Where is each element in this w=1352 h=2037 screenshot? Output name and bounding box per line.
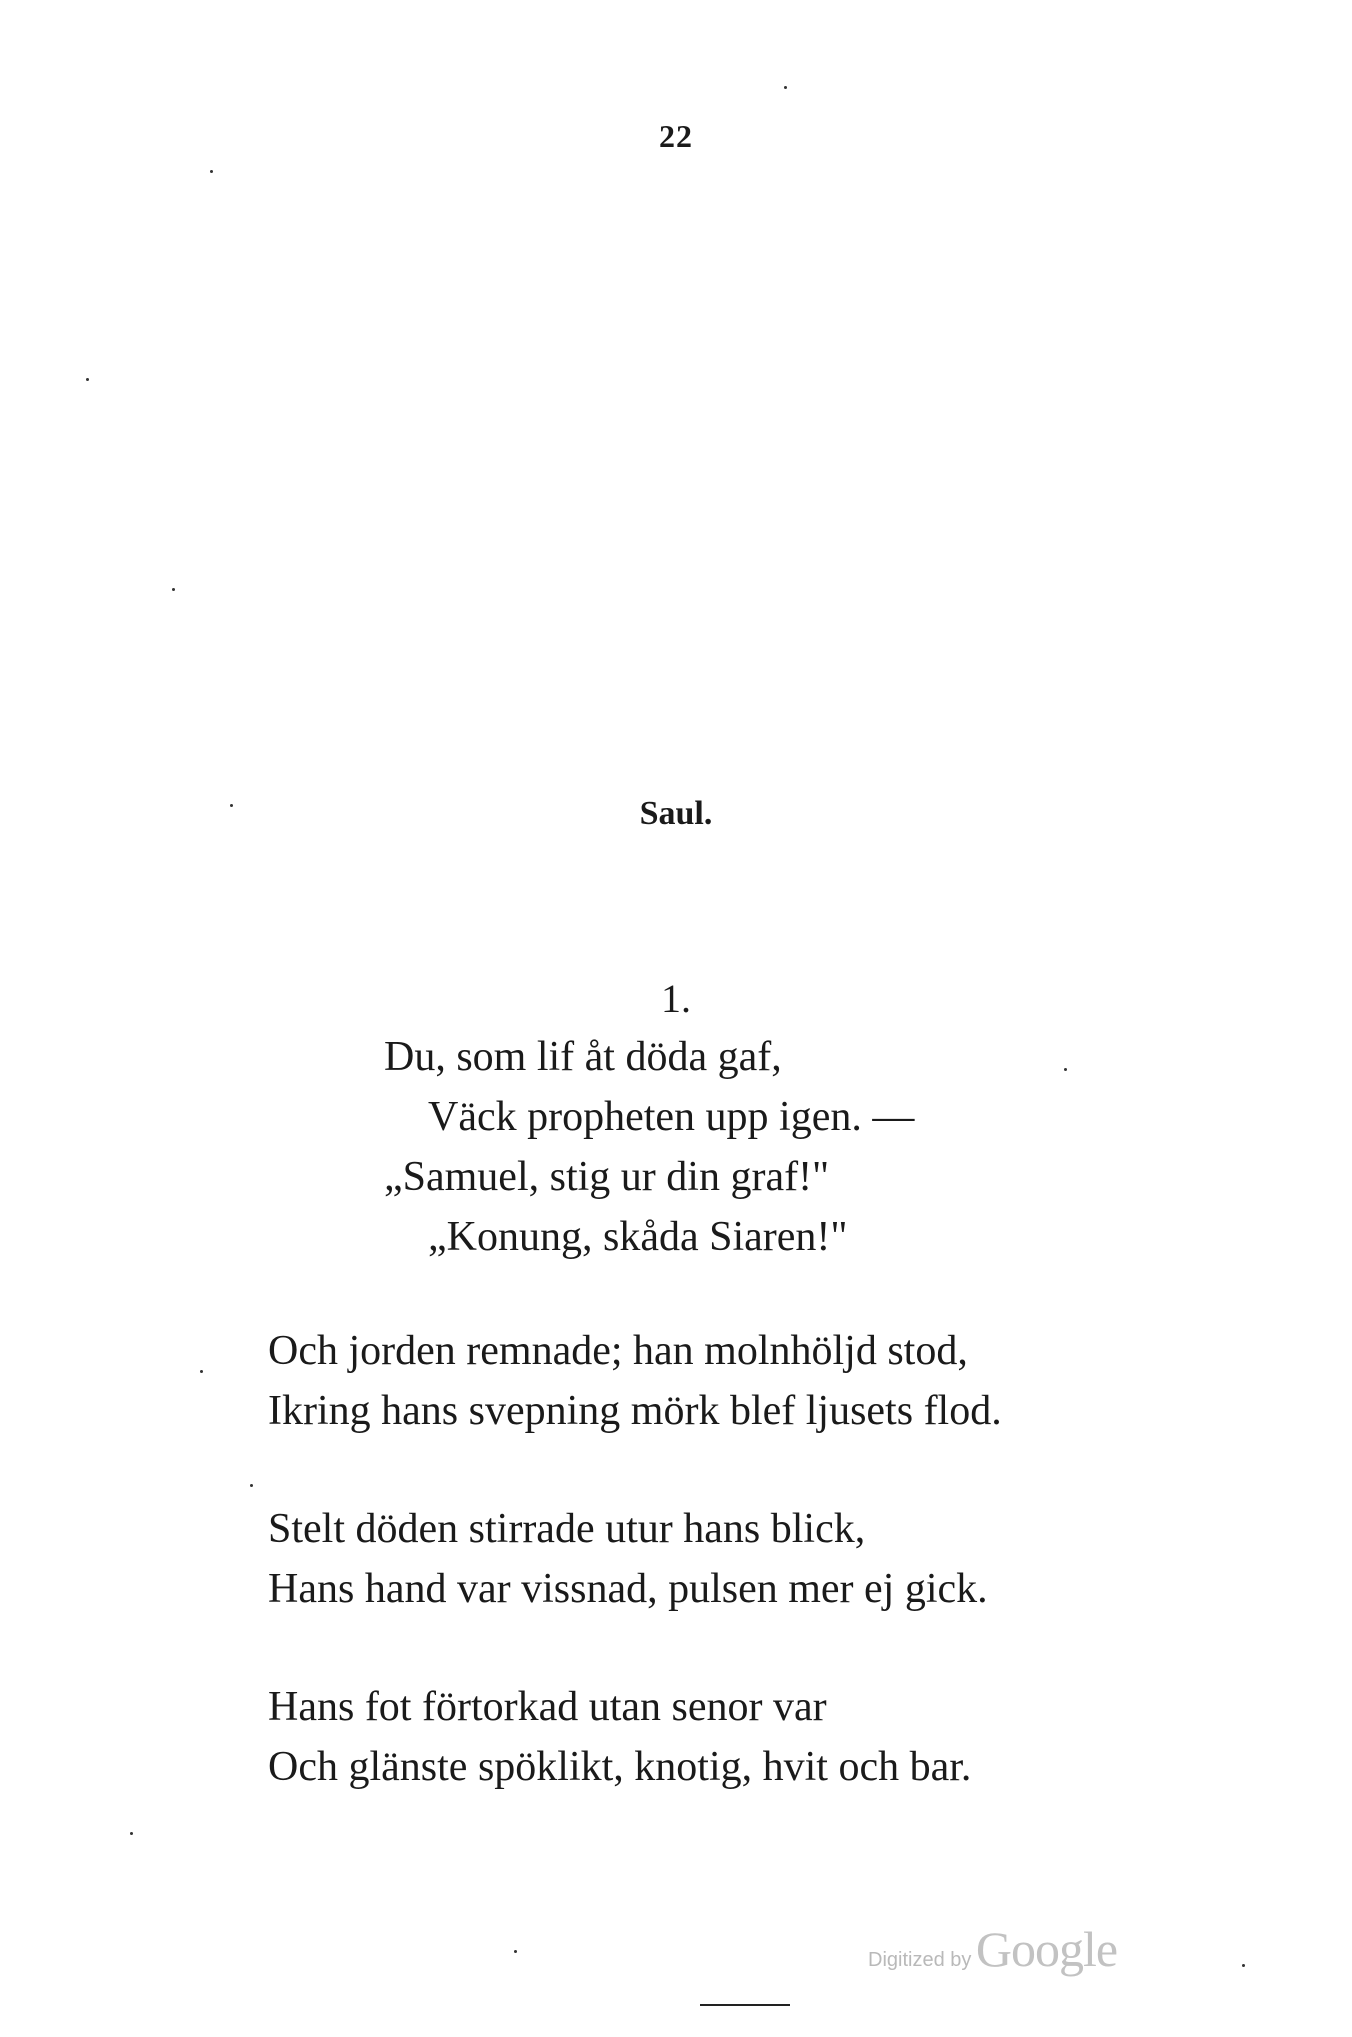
- poem-line: Stelt döden stirrade utur hans blick,: [268, 1506, 866, 1552]
- section-number: 1.: [661, 976, 691, 1021]
- scan-speck: [230, 804, 233, 807]
- digitized-by-watermark: [868, 1920, 1117, 1978]
- poem-line: Och jorden remnade; han molnhöljd stod,: [268, 1328, 968, 1374]
- poem-line: Du, som lif åt döda gaf,: [384, 1034, 782, 1080]
- poem-line: Hans fot förtorkad utan senor var: [268, 1684, 827, 1730]
- scan-speck: [200, 1370, 203, 1373]
- page-number: 22: [659, 118, 693, 154]
- poem-title: Saul.: [639, 795, 713, 832]
- poem-line: „Konung, skåda Siaren!": [428, 1214, 848, 1260]
- scan-speck: [784, 86, 787, 89]
- google-logo: Google: [975, 1921, 1118, 1977]
- poem-line: Ikring hans svepning mörk blef ljusets flod.: [268, 1388, 1002, 1434]
- scan-speck: [1064, 1068, 1067, 1071]
- scan-speck: [86, 378, 89, 381]
- scan-speck: [514, 1950, 517, 1953]
- watermark-prefix: Digitized by: [868, 1949, 972, 1971]
- poem-line: Hans hand var vissnad, pulsen mer ej gick.: [268, 1566, 988, 1612]
- poem-line: Och glänste spöklikt, knotig, hvit och bar.: [268, 1744, 972, 1790]
- bottom-rule: [700, 2004, 790, 2006]
- scan-speck: [250, 1484, 253, 1487]
- poem-line: Väck propheten upp igen. —: [428, 1094, 915, 1140]
- scan-speck: [130, 1832, 133, 1835]
- scan-speck: [172, 588, 175, 591]
- poem-line: „Samuel, stig ur din graf!": [384, 1154, 830, 1200]
- scan-speck: [1242, 1964, 1245, 1967]
- scan-speck: [210, 170, 213, 173]
